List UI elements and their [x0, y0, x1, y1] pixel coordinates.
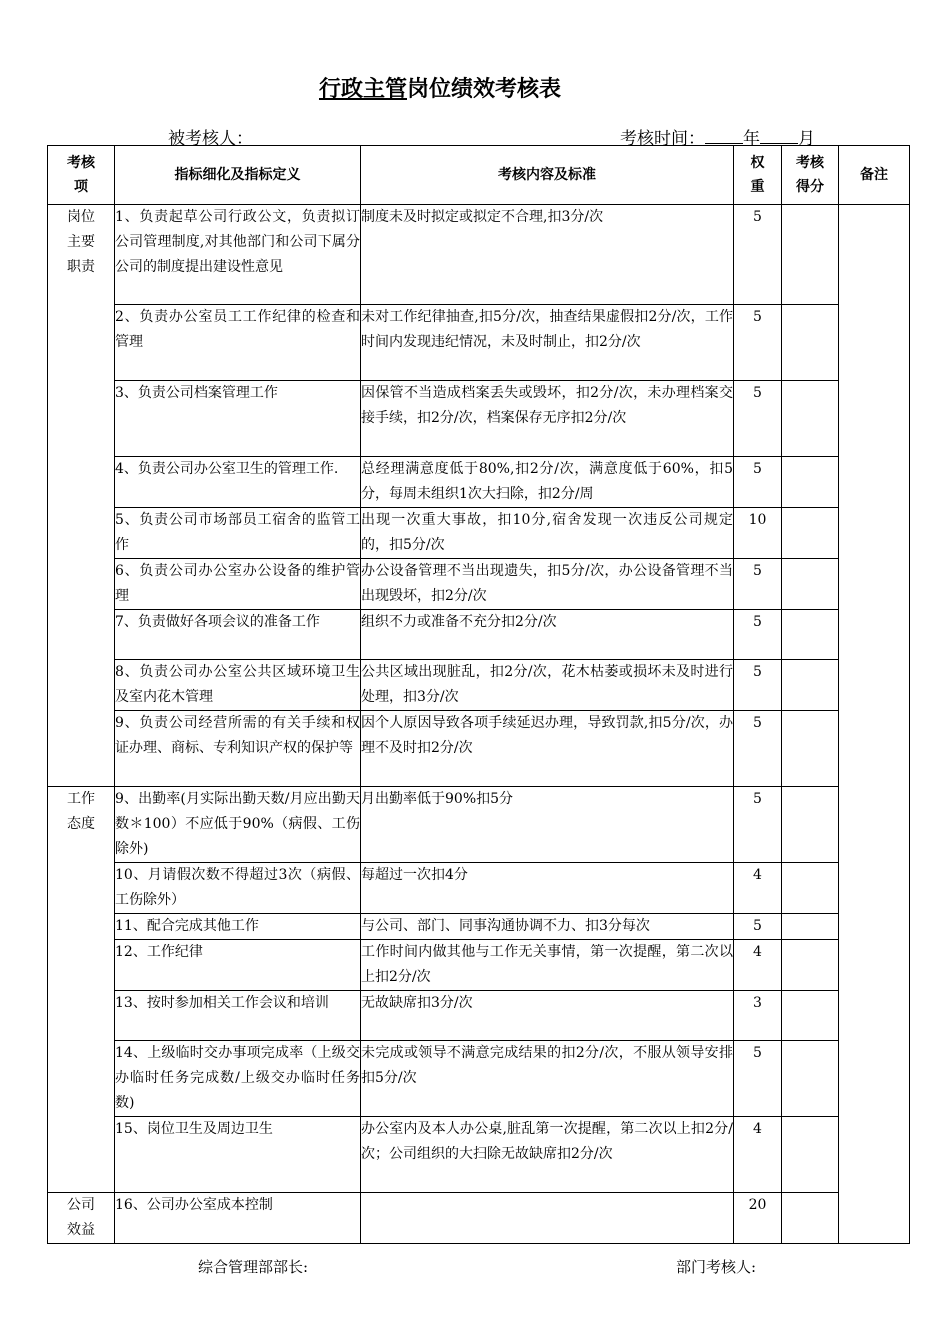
standard-cell: 公共区域出现脏乱，扣2分/次，花木枯萎或损坏未及时进行处理，扣3分/次 [361, 660, 734, 711]
standard-cell: 出现一次重大事故，扣10分,宿舍发现一次违反公司规定的，扣5分/次 [361, 508, 734, 559]
header-weight: 权重 [734, 146, 782, 205]
table-row [48, 1041, 910, 1117]
weight-cell: 5 [734, 610, 782, 660]
header-indicator: 指标细化及指标定义 [115, 146, 361, 205]
score-cell[interactable] [782, 711, 839, 787]
weight-cell: 5 [734, 914, 782, 940]
table-row [48, 305, 910, 381]
standard-cell: 未对工作纪律抽查,扣5分/次，抽查结果虚假扣2分/次，工作时间内发现违纪情况，未及时制止，扣2分/次 [361, 305, 734, 381]
indicator-cell: 12、工作纪律 [115, 940, 361, 991]
month-blank[interactable] [760, 129, 798, 144]
table-row [48, 559, 910, 610]
indicator-cell: 4、负责公司办公室卫生的管理工作. [115, 457, 361, 508]
weight-cell: 5 [734, 787, 782, 863]
indicator-cell: 5、负责公司市场部员工宿舍的监管工作 [115, 508, 361, 559]
subject-label: 被考核人： [168, 129, 253, 149]
indicator-cell: 10、月请假次数不得超过3次（病假、工伤除外） [115, 863, 361, 914]
weight-cell: 4 [734, 1117, 782, 1193]
score-cell[interactable] [782, 457, 839, 508]
weight-cell: 20 [734, 1193, 782, 1244]
table-row [48, 1117, 910, 1193]
indicator-cell: 9、负责公司经营所需的有关手续和权证办理、商标、专利知识产权的保护等 [115, 711, 361, 787]
header-row [48, 146, 910, 205]
standard-cell: 办公设备管理不当出现遗失，扣5分/次，办公设备管理不当出现毁坏，扣2分/次 [361, 559, 734, 610]
header-category: 考核项 [48, 146, 115, 205]
table-row [48, 205, 910, 305]
weight-cell: 10 [734, 508, 782, 559]
year-blank[interactable] [705, 129, 743, 144]
weight-cell: 4 [734, 940, 782, 991]
indicator-cell: 14、上级临时交办事项完成率（上级交办临时任务完成数/上级交办临时任务数) [115, 1041, 361, 1117]
score-cell[interactable] [782, 660, 839, 711]
table-row [48, 787, 910, 863]
score-cell[interactable] [782, 610, 839, 660]
weight-cell: 5 [734, 1041, 782, 1117]
weight-cell: 5 [734, 381, 782, 457]
indicator-cell: 15、岗位卫生及周边卫生 [115, 1117, 361, 1193]
header-remark: 备注 [839, 146, 910, 205]
score-cell[interactable] [782, 1041, 839, 1117]
table-row [48, 914, 910, 940]
standard-cell: 因个人原因导致各项手续延迟办理，导致罚款,扣5分/次，办理不及时扣2分/次 [361, 711, 734, 787]
remark-cell[interactable] [839, 205, 910, 1244]
weight-cell: 4 [734, 863, 782, 914]
standard-cell: 未完成或领导不满意完成结果的扣2分/次，不服从领导安排扣5分/次 [361, 1041, 734, 1117]
table-row [48, 863, 910, 914]
weight-cell: 5 [734, 711, 782, 787]
year-label: 年 [743, 129, 760, 149]
indicator-cell: 13、按时参加相关工作会议和培训 [115, 991, 361, 1041]
standard-cell: 无故缺席扣3分/次 [361, 991, 734, 1041]
standard-cell: 月出勤率低于90%扣5分 [361, 787, 734, 863]
score-cell[interactable] [782, 1193, 839, 1244]
standard-cell: 总经理满意度低于80%,扣2分/次，满意度低于60%，扣5分，每周未组织1次大扫除，扣2分/周 [361, 457, 734, 508]
table-row [48, 381, 910, 457]
table-row [48, 610, 910, 660]
title-underlined: 行政主管 [318, 76, 407, 102]
weight-cell: 5 [734, 660, 782, 711]
indicator-cell: 3、负责公司档案管理工作 [115, 381, 361, 457]
score-cell[interactable] [782, 381, 839, 457]
standard-cell: 每超过一次扣4分 [361, 863, 734, 914]
score-cell[interactable] [782, 1117, 839, 1193]
indicator-cell: 7、负责做好各项会议的准备工作 [115, 610, 361, 660]
score-cell[interactable] [782, 863, 839, 914]
weight-cell: 5 [734, 457, 782, 508]
footer-assessor: 部门考核人: [676, 1258, 757, 1276]
score-cell[interactable] [782, 508, 839, 559]
table-row [48, 457, 910, 508]
table-row [48, 711, 910, 787]
score-cell[interactable] [782, 787, 839, 863]
standard-cell [361, 1193, 734, 1244]
score-cell[interactable] [782, 205, 839, 305]
table-row [48, 508, 910, 559]
footer-dept-head: 综合管理部部长: [198, 1258, 309, 1276]
indicator-cell: 6、负责公司办公室办公设备的维护管理 [115, 559, 361, 610]
indicator-cell: 16、公司办公室成本控制 [115, 1193, 361, 1244]
table-row [48, 991, 910, 1041]
standard-cell: 组织不力或准备不充分扣2分/次 [361, 610, 734, 660]
table-row [48, 660, 910, 711]
score-cell[interactable] [782, 305, 839, 381]
table-row [48, 940, 910, 991]
score-cell[interactable] [782, 991, 839, 1041]
standard-cell: 因保管不当造成档案丢失或毁坏，扣2分/次，未办理档案交接手续，扣2分/次，档案保存无序扣2分/次 [361, 381, 734, 457]
standard-cell: 制度未及时拟定或拟定不合理,扣3分/次 [361, 205, 734, 305]
indicator-cell: 8、负责公司办公室公共区域环境卫生及室内花木管理 [115, 660, 361, 711]
indicator-cell: 9、出勤率(月实际出勤天数/月应出勤天数＊100）不应低于90%（病假、工伤除外) [115, 787, 361, 863]
score-cell[interactable] [782, 940, 839, 991]
indicator-cell: 2、负责办公室员工工作纪律的检查和管理 [115, 305, 361, 381]
category-cell: 公司效益 [48, 1193, 115, 1244]
standard-cell: 与公司、部门、同事沟通协调不力、扣3分每次 [361, 914, 734, 940]
score-cell[interactable] [782, 914, 839, 940]
header-standard: 考核内容及标准 [361, 146, 734, 205]
category-cell: 岗位主要职责 [48, 205, 115, 787]
title-rest: 岗位绩效考核表 [407, 76, 562, 102]
table-row [48, 1193, 910, 1244]
time-label: 考核时间： [620, 129, 705, 149]
weight-cell: 5 [734, 305, 782, 381]
month-label: 月 [798, 129, 815, 149]
category-cell: 工作态度 [48, 787, 115, 1193]
weight-cell: 3 [734, 991, 782, 1041]
standard-cell: 办公室内及本人办公桌,脏乱第一次提醒，第二次以上扣2分/次；公司组织的大扫除无故缺席扣2分/次 [361, 1117, 734, 1193]
assessment-table [47, 145, 910, 1244]
weight-cell: 5 [734, 559, 782, 610]
header-score: 考核得分 [782, 146, 839, 205]
indicator-cell: 1、负责起草公司行政公文，负责拟订公司管理制度,对其他部门和公司下属分公司的制度提出建设性意见 [115, 205, 361, 305]
score-cell[interactable] [782, 559, 839, 610]
standard-cell: 工作时间内做其他与工作无关事情，第一次提醒，第二次以上扣2分/次 [361, 940, 734, 991]
indicator-cell: 11、配合完成其他工作 [115, 914, 361, 940]
page-title [0, 72, 880, 103]
weight-cell: 5 [734, 205, 782, 305]
